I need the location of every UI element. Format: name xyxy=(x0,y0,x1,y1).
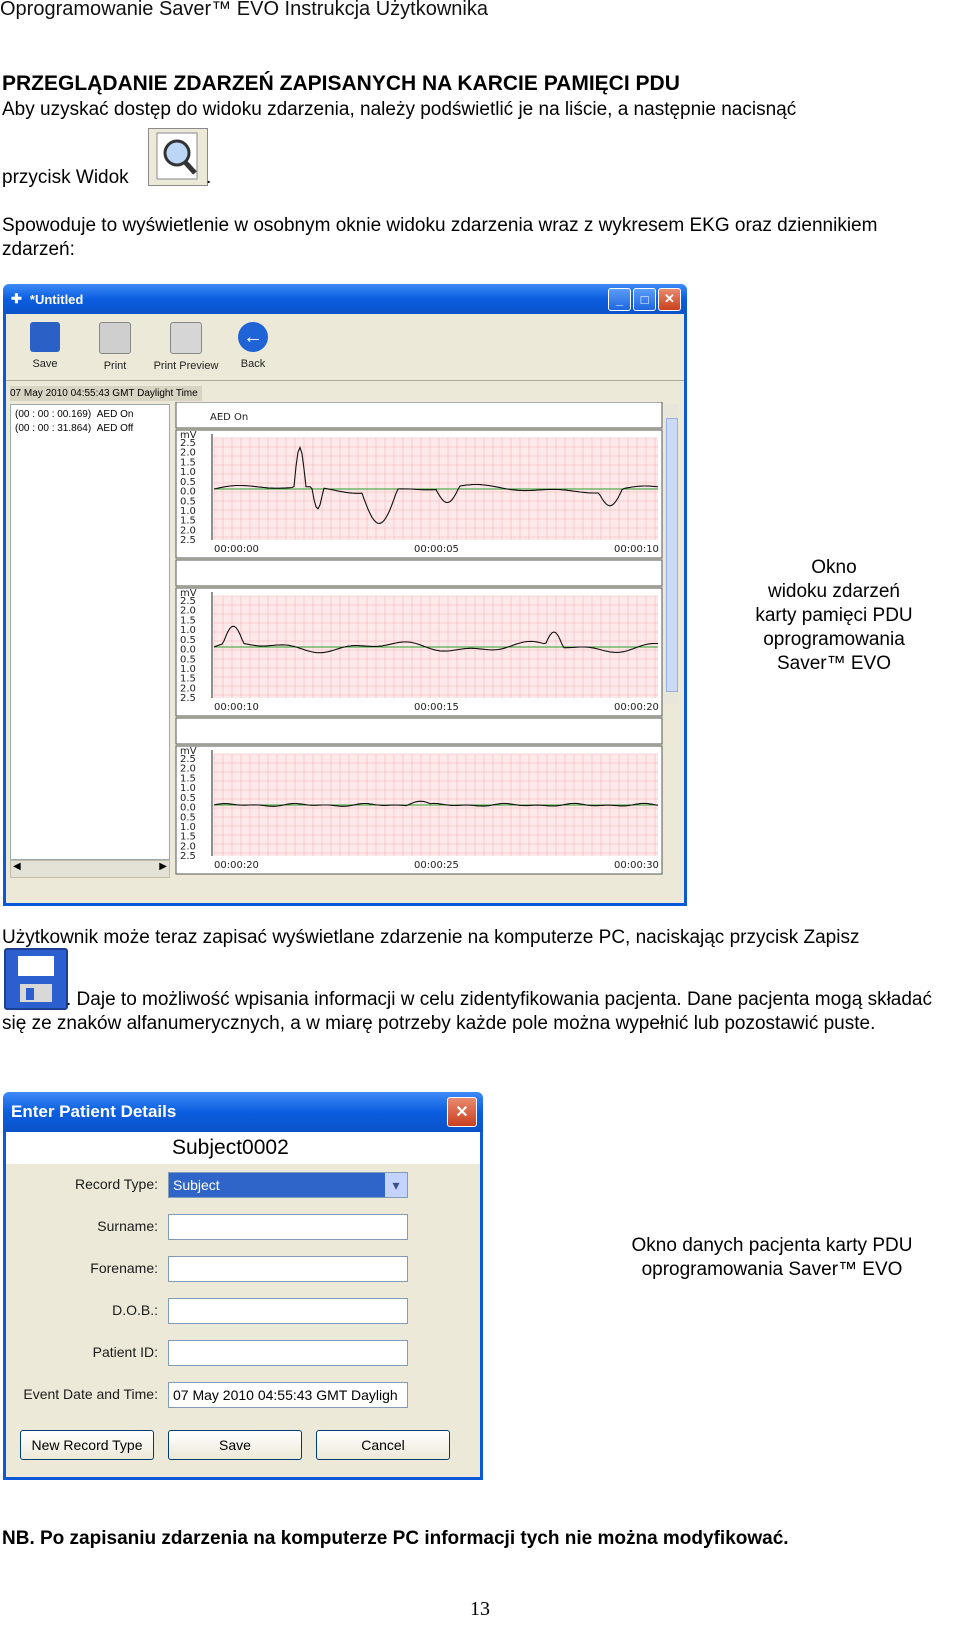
dialog-client xyxy=(6,1132,480,1477)
y-tick-label: 2.0 xyxy=(180,605,196,617)
cancel-button[interactable]: Cancel xyxy=(316,1430,450,1460)
save-toolbar-button[interactable] xyxy=(20,322,70,370)
unit-label: mV xyxy=(180,430,197,441)
y-tick-label: 0.5 xyxy=(180,634,196,646)
note: NB. Po zapisaniu zdarzenia na komputerze PC informacji tych nie można modyfikować. xyxy=(2,1528,789,1549)
magnifier-icon xyxy=(149,129,207,185)
y-tick-label: 0.5 xyxy=(180,654,196,666)
y-tick-label: 2.5 xyxy=(180,438,196,449)
scroll-left-icon[interactable]: ◀ xyxy=(13,861,21,872)
save-toolbar-label: Save xyxy=(32,358,58,370)
y-tick-label: 0.5 xyxy=(180,812,196,824)
y-tick-label: 0.0 xyxy=(180,644,196,656)
ecg-scroll-thumb[interactable] xyxy=(666,418,678,692)
new-record-type-button[interactable]: New Record Type xyxy=(20,1430,154,1460)
y-tick-label: 1.5 xyxy=(180,673,196,685)
y-tick-label: 1.0 xyxy=(180,625,196,637)
x-tick-label: 00:00:10 xyxy=(614,544,659,555)
surname-field[interactable] xyxy=(168,1214,408,1240)
ecg-vertical-scrollbar[interactable] xyxy=(664,404,678,704)
y-tick-label: 0.0 xyxy=(180,802,196,814)
ecg-strip-3 xyxy=(176,718,662,874)
log-horizontal-scrollbar[interactable] xyxy=(10,860,170,878)
print-toolbar-label: Print xyxy=(103,360,127,372)
y-tick-label: 1.0 xyxy=(180,822,196,833)
ecg-strips xyxy=(172,402,680,900)
print-preview-toolbar-label: Print Preview xyxy=(153,360,219,372)
page-number: 13 xyxy=(470,1598,490,1620)
y-tick-label: 1.5 xyxy=(180,615,196,627)
print-preview-toolbar-button[interactable] xyxy=(146,322,226,372)
patient-dialog-caption xyxy=(612,1234,932,1282)
dialog-close-icon[interactable]: ✕ xyxy=(447,1097,477,1127)
log-entry[interactable]: (00 : 00 : 00.169) AED On xyxy=(15,409,134,420)
y-tick-label: 2.0 xyxy=(180,763,196,775)
printer-icon xyxy=(99,322,131,354)
floppy-icon xyxy=(30,322,60,352)
event-log-panel xyxy=(10,404,170,860)
document-header: Oprogramowanie Saver™ EVO Instrukcja Użytkownika xyxy=(0,0,488,20)
back-arrow-icon: ← xyxy=(238,322,268,352)
y-tick-label: 1.5 xyxy=(180,773,196,785)
y-tick-label: 2.5 xyxy=(180,754,196,765)
forename-label: Forename: xyxy=(90,1260,158,1276)
scroll-right-icon[interactable]: ▶ xyxy=(159,861,167,872)
x-tick-label: 00:00:15 xyxy=(414,702,459,713)
x-tick-label: 00:00:20 xyxy=(614,702,659,713)
event-window-title: *Untitled xyxy=(29,291,84,307)
y-tick-label: 0.0 xyxy=(180,486,196,498)
patient-details-dialog xyxy=(3,1092,483,1480)
event-date-value: 07 May 2010 04:55:43 GMT Dayligh xyxy=(173,1387,398,1403)
y-tick-label: 2.0 xyxy=(180,525,196,537)
unit-label: mV xyxy=(180,746,197,757)
intro-line-2-start: przycisk Widok xyxy=(2,167,129,188)
y-tick-label: 2.0 xyxy=(180,683,196,695)
save-paragraph-rest: . Daje to możliwość wpisania informacji w celu zidentyfikowania pacjenta. Dane pacjenta mogą składać się ze znaków alfanumerycznych, a w miarę potrzeby każde pole można wypełnić lub pozostawić puste. xyxy=(2,989,932,1034)
minimize-icon[interactable]: _ xyxy=(608,288,631,311)
patient-id-label: Patient ID: xyxy=(92,1344,158,1360)
y-tick-label: 2.5 xyxy=(180,693,196,705)
strip-annotation: AED On xyxy=(210,412,249,423)
record-type-label: Record Type: xyxy=(74,1176,158,1192)
back-toolbar-button[interactable] xyxy=(228,322,278,370)
chevron-down-icon[interactable]: ▾ xyxy=(385,1173,407,1197)
x-tick-label: 00:00:30 xyxy=(614,860,659,871)
event-window-client xyxy=(6,314,684,903)
view-button-image xyxy=(148,128,208,186)
y-tick-label: 0.5 xyxy=(180,476,196,488)
ecg-strip-2 xyxy=(176,560,662,716)
back-toolbar-label: Back xyxy=(240,358,266,370)
caption-line: oprogramowania Saver™ EVO xyxy=(641,1259,903,1280)
close-icon[interactable]: ✕ xyxy=(658,288,681,311)
record-type-value: Subject xyxy=(173,1177,220,1193)
y-tick-label: 1.0 xyxy=(180,467,196,479)
y-tick-label: 0.5 xyxy=(180,496,196,508)
y-tick-label: 2.5 xyxy=(180,851,196,863)
unit-label: mV xyxy=(180,588,197,599)
dob-field[interactable] xyxy=(168,1298,408,1324)
log-entry[interactable]: (00 : 00 : 31.864) AED Off xyxy=(15,423,134,434)
subject-banner xyxy=(6,1132,480,1164)
y-tick-label: 1.0 xyxy=(180,783,196,795)
y-tick-label: 2.0 xyxy=(180,841,196,853)
patient-id-field[interactable] xyxy=(168,1340,408,1366)
surname-label: Surname: xyxy=(97,1218,158,1234)
caption-line: Okno xyxy=(811,557,857,578)
event-date-field[interactable] xyxy=(168,1382,408,1408)
y-tick-label: 2.0 xyxy=(180,447,196,459)
x-tick-label: 00:00:10 xyxy=(214,702,259,713)
event-view-window xyxy=(3,284,687,906)
subject-id: Subject0002 xyxy=(172,1136,289,1159)
y-tick-label: 2.5 xyxy=(180,596,196,607)
y-tick-label: 2.5 xyxy=(180,535,196,547)
record-type-select[interactable] xyxy=(168,1172,408,1198)
dob-label: D.O.B.: xyxy=(112,1302,158,1318)
event-window-titlebar xyxy=(3,284,687,314)
event-timestamp: 07 May 2010 04:55:43 GMT Daylight Time xyxy=(10,386,202,401)
print-toolbar-button[interactable] xyxy=(90,322,140,372)
print-preview-icon xyxy=(170,322,202,354)
caption-line: karty pamięci PDU xyxy=(755,605,913,626)
section-heading: PRZEGLĄDANIE ZDARZEŃ ZAPISANYCH NA KARCIE PAMIĘCI PDU xyxy=(2,72,680,95)
x-tick-label: 00:00:20 xyxy=(214,860,259,871)
y-tick-label: 0.5 xyxy=(180,792,196,804)
y-tick-label: 1.5 xyxy=(180,457,196,469)
x-tick-label: 00:00:25 xyxy=(414,860,459,871)
dialog-titlebar xyxy=(3,1092,483,1132)
y-tick-label: 1.0 xyxy=(180,664,196,675)
y-tick-label: 1.5 xyxy=(180,831,196,843)
maximize-icon[interactable]: □ xyxy=(633,288,656,311)
intro-line-2-end: . xyxy=(206,167,212,188)
x-tick-label: 00:00:00 xyxy=(214,544,259,555)
intro-line-1: Aby uzyskać dostęp do widoku zdarzenia, należy podświetlić je na liście, a następnie nacisnąć xyxy=(2,99,797,120)
caption-line: Saver™ EVO xyxy=(776,653,892,674)
event-window-caption xyxy=(744,556,924,676)
x-tick-label: 00:00:05 xyxy=(414,544,459,555)
save-paragraph-line-1: Użytkownik może teraz zapisać wyświetlane zdarzenie na komputerze PC, naciskając przycisk Zapisz xyxy=(2,927,860,948)
ecg-strip-1 xyxy=(176,402,662,558)
dialog-title: Enter Patient Details xyxy=(11,1102,177,1121)
caption-line: widoku zdarzeń xyxy=(767,581,901,602)
y-tick-label: 1.0 xyxy=(180,506,196,517)
intro-paragraph-2: Spowoduje to wyświetlenie w osobnym oknie widoku zdarzenia wraz z wykresem EKG oraz dziennikiem zdarzeń: xyxy=(2,215,878,260)
save-button[interactable]: Save xyxy=(168,1430,302,1460)
event-date-label: Event Date and Time: xyxy=(23,1386,158,1402)
y-tick-label: 1.5 xyxy=(180,515,196,527)
forename-field[interactable] xyxy=(168,1256,408,1282)
app-icon: ✚ xyxy=(11,291,22,306)
caption-line: Okno danych pacjenta karty PDU xyxy=(631,1235,913,1256)
caption-line: oprogramowania xyxy=(763,629,905,650)
